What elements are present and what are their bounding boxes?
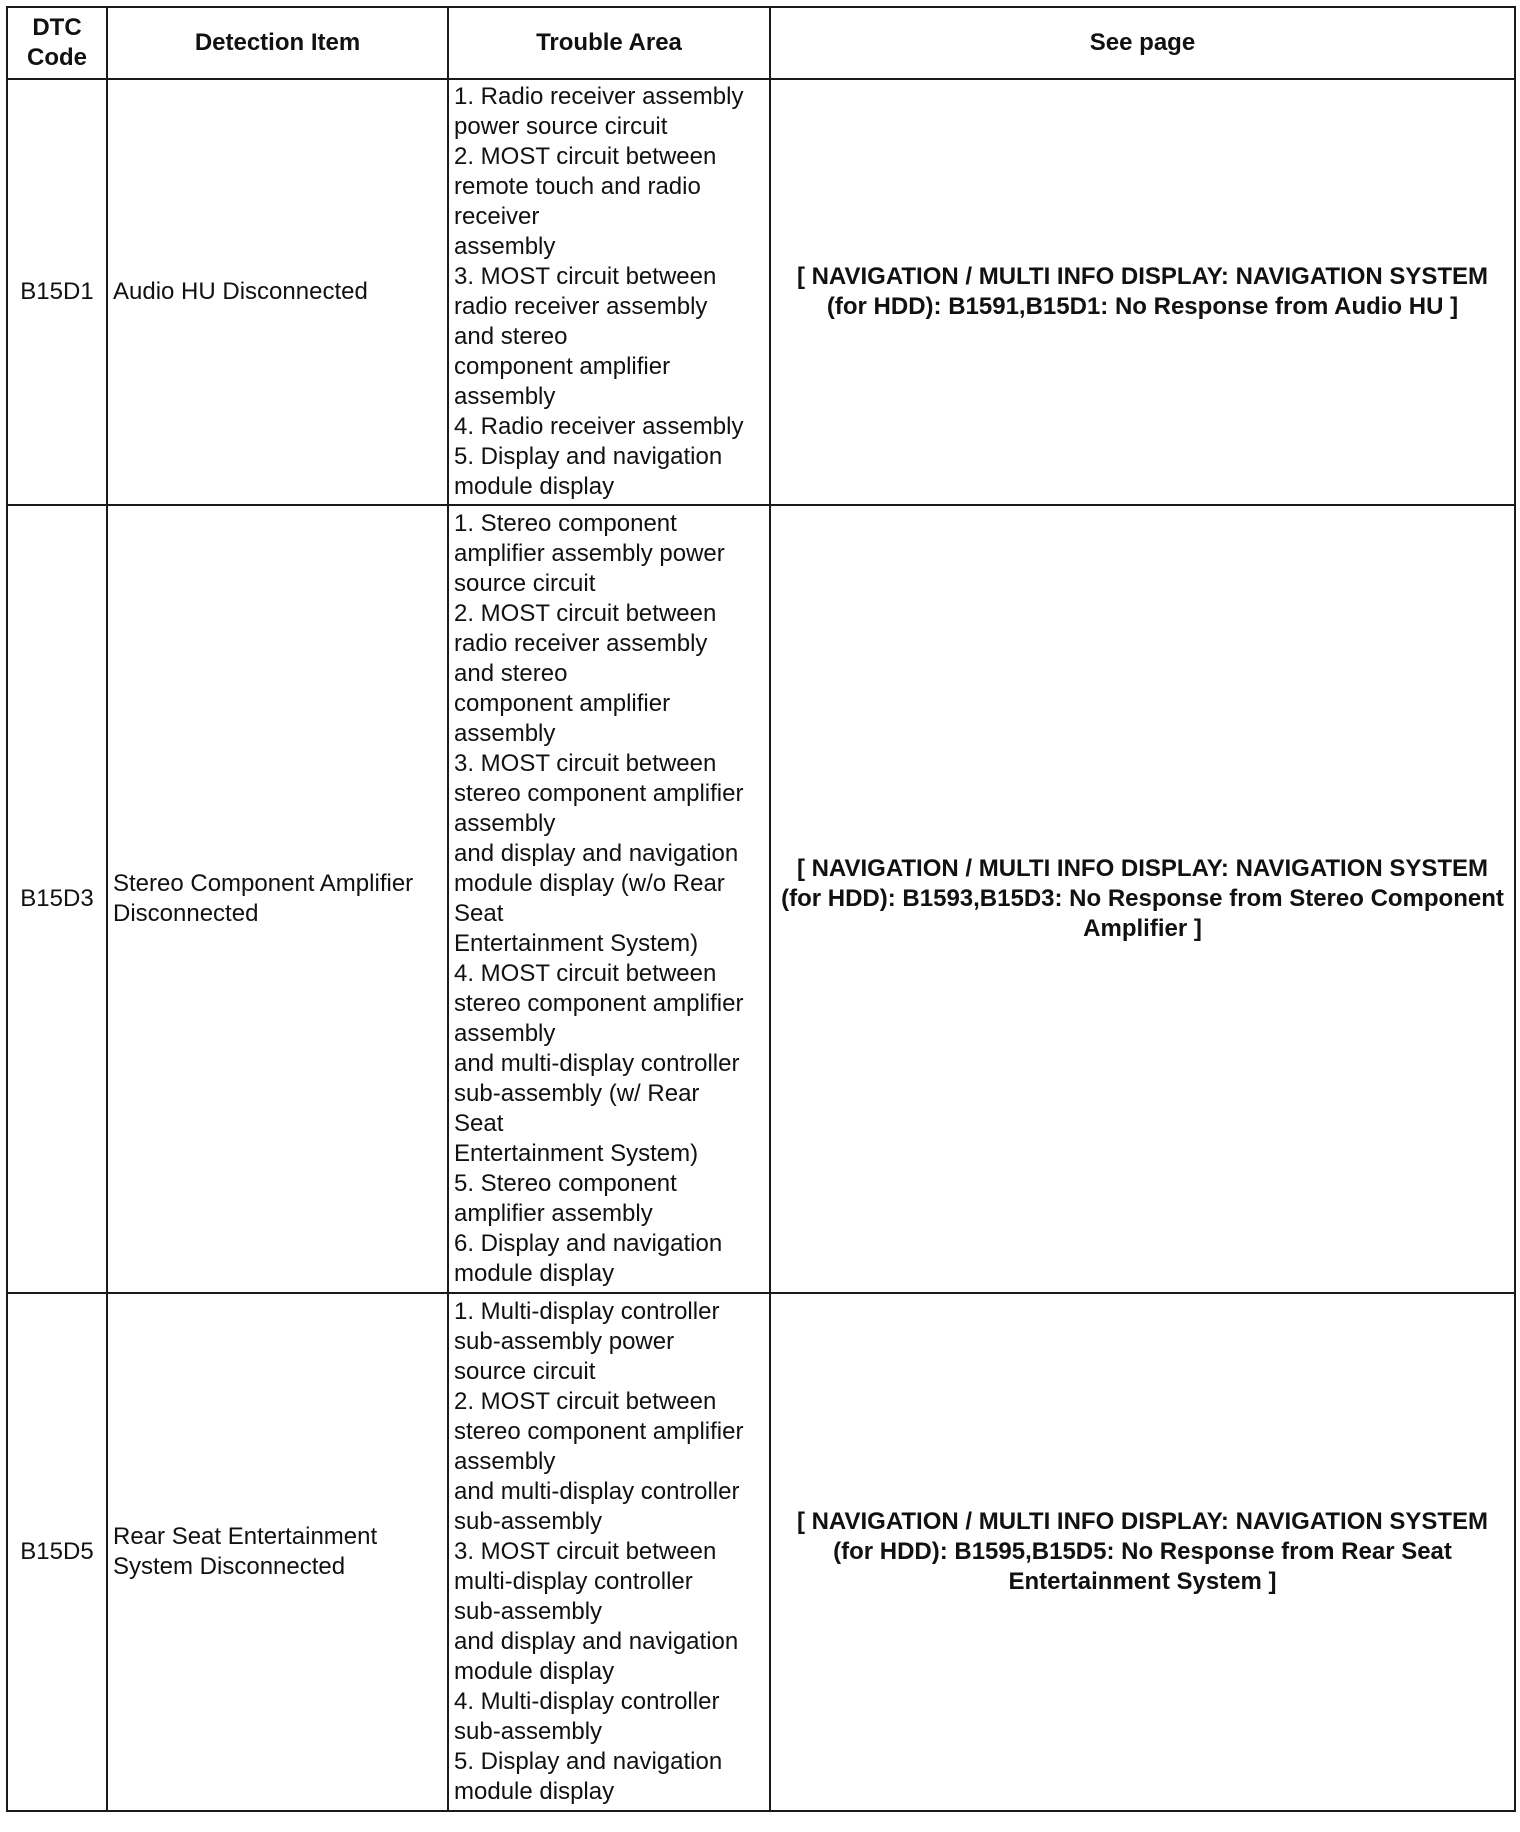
trouble-area-line: radio receiver assembly [454, 293, 708, 320]
trouble-area-line: 6. Display and navigation [454, 1230, 723, 1257]
trouble-area-line: sub-assembly [454, 1718, 603, 1745]
trouble-area-line: assembly [454, 233, 556, 260]
trouble-area-line: 5. Display and navigation [454, 443, 723, 470]
trouble-area-line: 2. MOST circuit between [454, 143, 717, 170]
trouble-area-line: module display [454, 473, 615, 500]
dtc-table [6, 6, 1516, 1812]
trouble-area-line: multi-display controller [454, 1568, 693, 1595]
trouble-area-line: module display (w/o Rear [454, 870, 725, 897]
trouble-area-line: stereo component amplifier [454, 1418, 744, 1445]
header-row [7, 7, 1515, 79]
trouble-area-line: assembly [454, 810, 556, 837]
trouble-area-line: assembly [454, 383, 556, 410]
trouble-area-line: and display and navigation [454, 840, 739, 867]
see-page-link[interactable]: [ NAVIGATION / MULTI INFO DISPLAY: NAVIGATION SYSTEM (for HDD): B1593,B15D3: No Response from Stereo Component Amplifier ] [770, 505, 1515, 1293]
trouble-area-line: 1. Radio receiver assembly [454, 83, 744, 110]
detection-item-cell: Rear Seat Entertainment System Disconnected [107, 1293, 448, 1811]
detection-item-cell: Stereo Component Amplifier Disconnected [107, 505, 448, 1293]
trouble-area-line: 1. Multi-display controller [454, 1298, 720, 1325]
trouble-area-line: and display and navigation [454, 1628, 739, 1655]
trouble-area-line: 4. Multi-display controller [454, 1688, 720, 1715]
trouble-area-cell [448, 505, 770, 1293]
see-page-link[interactable]: [ NAVIGATION / MULTI INFO DISPLAY: NAVIGATION SYSTEM (for HDD): B1591,B15D1: No Response from Audio HU ] [770, 79, 1515, 505]
trouble-area-line: component amplifier [454, 690, 671, 717]
trouble-area-line: module display [454, 1260, 615, 1287]
header-see-page: See page [770, 7, 1515, 79]
trouble-area-line: source circuit [454, 570, 596, 597]
table-row [7, 505, 1515, 1293]
header-trouble-area: Trouble Area [448, 7, 770, 79]
trouble-area-line: 3. MOST circuit between [454, 750, 717, 777]
trouble-area-line: 1. Stereo component [454, 510, 677, 537]
trouble-area-line: assembly [454, 1448, 556, 1475]
trouble-area-line: sub-assembly (w/ Rear [454, 1080, 700, 1107]
trouble-area-line: amplifier assembly [454, 1200, 653, 1227]
trouble-area-line: sub-assembly power [454, 1328, 675, 1355]
see-page-link[interactable]: [ NAVIGATION / MULTI INFO DISPLAY: NAVIGATION SYSTEM (for HDD): B1595,B15D5: No Response from Rear Seat Entertainment System ] [770, 1293, 1515, 1811]
trouble-area-line: stereo component amplifier [454, 990, 744, 1017]
table-row [7, 79, 1515, 505]
trouble-area-line: sub-assembly [454, 1508, 603, 1535]
trouble-area-line: receiver [454, 203, 540, 230]
trouble-area-line: 2. MOST circuit between [454, 1388, 717, 1415]
trouble-area-line: sub-assembly [454, 1598, 603, 1625]
trouble-area-cell [448, 1293, 770, 1811]
dtc-code-cell: B15D3 [7, 505, 107, 1293]
dtc-table-container [6, 6, 1514, 1812]
trouble-area-line: and stereo [454, 323, 568, 350]
trouble-area-line: Entertainment System) [454, 1140, 699, 1167]
header-dtc-code: DTC Code [7, 7, 107, 79]
trouble-area-line: and stereo [454, 660, 568, 687]
trouble-area-cell [448, 79, 770, 505]
dtc-code-cell: B15D5 [7, 1293, 107, 1811]
table-row [7, 1293, 1515, 1811]
trouble-area-line: power source circuit [454, 113, 668, 140]
detection-item-cell: Audio HU Disconnected [107, 79, 448, 505]
trouble-area-line: 3. MOST circuit between [454, 1538, 717, 1565]
trouble-area-line: and multi-display controller [454, 1050, 740, 1077]
trouble-area-line: Seat [454, 900, 504, 927]
trouble-area-line: remote touch and radio [454, 173, 701, 200]
trouble-area-line: 3. MOST circuit between [454, 263, 717, 290]
trouble-area-line: 4. Radio receiver assembly [454, 413, 744, 440]
trouble-area-line: assembly [454, 720, 556, 747]
trouble-area-line: amplifier assembly power [454, 540, 725, 567]
trouble-area-line: 5. Stereo component [454, 1170, 677, 1197]
trouble-area-line: 4. MOST circuit between [454, 960, 717, 987]
trouble-area-line: radio receiver assembly [454, 630, 708, 657]
trouble-area-line: module display [454, 1658, 615, 1685]
trouble-area-line: 5. Display and navigation [454, 1748, 723, 1775]
trouble-area-line: source circuit [454, 1358, 596, 1385]
trouble-area-line: Entertainment System) [454, 930, 699, 957]
header-detection-item: Detection Item [107, 7, 448, 79]
trouble-area-line: 2. MOST circuit between [454, 600, 717, 627]
trouble-area-line: and multi-display controller [454, 1478, 740, 1505]
trouble-area-line: stereo component amplifier [454, 780, 744, 807]
dtc-code-cell: B15D1 [7, 79, 107, 505]
trouble-area-line: Seat [454, 1110, 504, 1137]
trouble-area-line: module display [454, 1778, 615, 1805]
trouble-area-line: assembly [454, 1020, 556, 1047]
trouble-area-line: component amplifier [454, 353, 671, 380]
